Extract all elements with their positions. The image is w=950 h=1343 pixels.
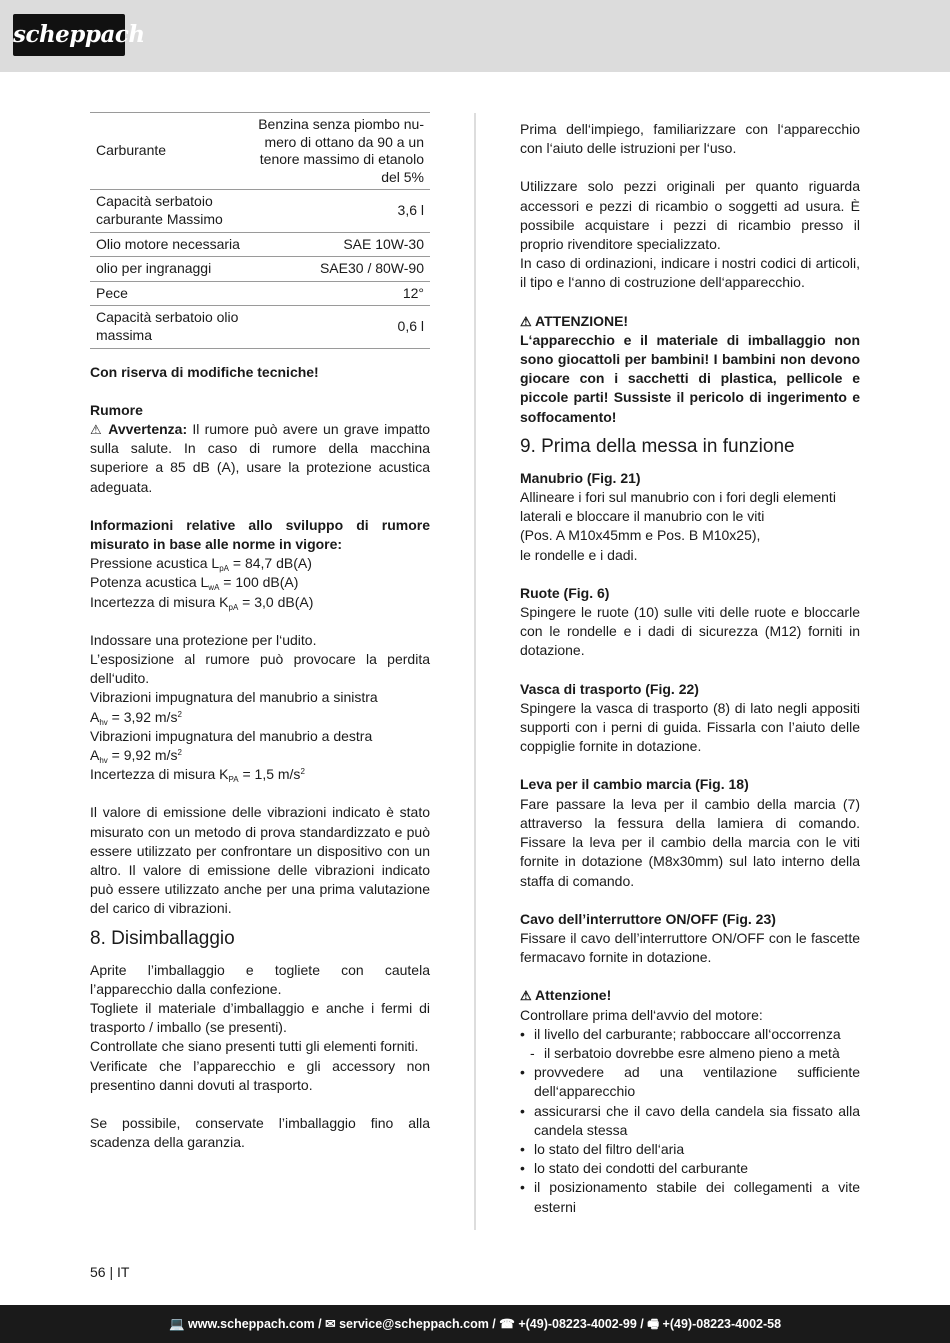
- checklist: [520, 1025, 860, 1217]
- section-8-heading: 8. Disimballaggio: [90, 927, 235, 949]
- list-item: • il livello del carburante; rabboccare all‘occorrenza: [520, 1025, 860, 1044]
- wheels-heading: Ruote (Fig. 6): [520, 584, 610, 601]
- spec-value: 12°: [248, 281, 430, 306]
- tray-text: Spingere la vasca di trasporto (8) di lato negli appositi supporti con i perni di guida. Fissarla con l’aiuto delle coppiglie fornite in dotazione.: [520, 699, 860, 755]
- sound-pressure: Pressione acustica $L_{pA} = 84,7$ dB(A): [90, 555, 312, 574]
- spec-label: Olio motore necessaria: [90, 232, 248, 257]
- list-item: • il posizionamento stabile dei collegamenti a vite esterni: [520, 1178, 860, 1216]
- list-item: • assicurarsi che il cavo della candela sia fissato alla candela stessa: [520, 1102, 860, 1140]
- handlebar-line: le rondelle e i dadi.: [520, 546, 638, 563]
- noise-info-heading: Informazioni relative allo sviluppo di rumore misurato in base alle norme in vigore:: [90, 516, 430, 552]
- vibration-right-label: Vibrazioni impugnatura del manubrio a destra: [90, 727, 373, 744]
- vibration-right-value: $A_{hv} = 9,92$ $m/s^2$: [90, 746, 182, 765]
- emission-paragraph: Il valore di emissione delle vibrazioni indicato è stato misurato con un metodo di prova standardizzato e può essere utilizzato per confrontare un dispositivo con un altro. Il valore di emissione delle vibrazioni indicato può essere utilizzato anche per una prima valutazione del carico di vibrazioni.: [90, 804, 430, 917]
- table-row: [90, 306, 430, 348]
- spec-label: Carburante: [90, 113, 248, 190]
- vibration-uncertainty: Incertezza di misura $K_{PA} = 1,5$ $m/s^2$: [90, 766, 305, 785]
- reserve-note: Con riserva di modifiche tecniche!: [90, 363, 319, 380]
- sound-power: Potenza acustica $L_{wA} = 100$ dB(A): [90, 574, 299, 593]
- list-item: • lo stato dei condotti del carburante: [520, 1159, 860, 1178]
- parts-paragraph: Utilizzare solo pezzi originali per quanto riguarda accessori e pezzi di ricambio o soggetti ad usura. È possibile acquistare i pezzi di ricambio presso il proprio rivenditore specializzato.: [520, 178, 860, 253]
- column-divider: [474, 113, 476, 1230]
- footer-web-link[interactable]: www.scheppach.com /: [188, 1317, 322, 1331]
- spec-value: 3,6 l: [248, 190, 430, 232]
- spec-table: [90, 112, 430, 349]
- attention-2-heading: ⚠ Attenzione!: [520, 987, 612, 1004]
- warning-icon: ⚠: [520, 988, 532, 1004]
- phone-icon: ☎: [499, 1317, 515, 1331]
- footer: [0, 1305, 950, 1343]
- wheels-text: Spingere le ruote (10) sulle viti delle ruote e bloccarle con le rondelle e i dadi di sicurezza (M12) forniti in dotazione.: [520, 604, 860, 659]
- vibration-left-label: Vibrazioni impugnatura del manubrio a sinistra: [90, 689, 378, 706]
- order-paragraph: In caso di ordinazioni, indicare i nostri codici di articoli, il tipo e l‘anno di costruzione dell‘apparecchio.: [520, 255, 860, 291]
- exposure-note: L’esposizione al rumore può provocare la perdita dell‘udito.: [90, 650, 430, 687]
- table-row: [90, 190, 430, 232]
- handlebar-line: Allineare i fori sul manubrio con i fori degli elementi: [520, 489, 836, 506]
- spec-value: SAE30 / 80W-90: [248, 257, 430, 282]
- header-band: [0, 0, 950, 72]
- table-row: [90, 281, 430, 306]
- table-row: [90, 113, 430, 190]
- checklist-intro: Controllare prima dell‘avvio del motore:: [520, 1006, 763, 1023]
- monitor-icon: 💻: [168, 1317, 185, 1331]
- footer-phone: +(49)-08223-4002-99 /: [518, 1317, 644, 1331]
- spec-label: olio per ingranaggi: [90, 257, 248, 282]
- footer-email-link[interactable]: service@scheppach.com /: [339, 1317, 496, 1331]
- table-row: [90, 232, 430, 257]
- noise-heading: Rumore: [90, 401, 143, 418]
- noise-warning: [90, 420, 430, 497]
- warning-icon: ⚠: [90, 421, 104, 437]
- ear-protection-note: Indossare una protezione per l‘udito.: [90, 631, 317, 648]
- attention-heading: ⚠ ATTENZIONE!: [520, 312, 629, 329]
- spec-label: Capacità serbatoio carburante Massimo: [90, 190, 248, 232]
- fax-icon: 🖷: [647, 1317, 660, 1331]
- left-column: [90, 112, 430, 1152]
- tray-heading: Vasca di trasporto (Fig. 22): [520, 680, 699, 697]
- handlebar-line: laterali e bloccare il manubrio con le viti: [520, 508, 765, 525]
- cable-heading: Cavo dell’interruttore ON/OFF (Fig. 23): [520, 910, 776, 927]
- spec-value: Benzina senza piombo nu-mero di ottano da 90 a un tenore massimo di etanolo del 5%: [248, 113, 430, 190]
- unpack-step: Se possibile, conservate l’imballaggio fino alla scadenza della garanzia.: [90, 1115, 430, 1151]
- intro-paragraph: Prima dell‘impiego, familiarizzare con l‘apparecchio con l‘aiuto delle istruzioni per l‘uso.: [520, 121, 860, 157]
- unpack-step: Aprite l’imballaggio e togliete con cautela l’apparecchio dalla confezione.: [90, 961, 430, 997]
- warning-icon: ⚠: [520, 313, 532, 329]
- unpack-step: Controllate che siano presenti tutti gli elementi forniti.: [90, 1038, 419, 1055]
- warning-label: Avvertenza:: [108, 420, 188, 437]
- attention-text: L‘apparecchio e il materiale di imballaggio non sono giocattoli per bambini! I bambini non devono giocare con i sacchetti di plastica, pellicole e piccole parti! Sussiste il pericolo di ingerimento e soffocamento!: [520, 331, 860, 425]
- section-9-heading: 9. Prima della messa in funzione: [520, 435, 795, 457]
- mail-icon: ✉: [325, 1317, 336, 1331]
- warning-text: Il rumore può avere un grave impatto sulla salute. In caso di rumore della macchina superiore a 85 dB (A), usare la protezione acustica adeguata.: [90, 420, 431, 495]
- sound-uncertainty: Incertezza di misura $K_{pA} = 3,0$ dB(A): [90, 593, 314, 612]
- gear-lever-text: Fare passare la leva per il cambio della marcia (7) attraverso la fessura della lamiera di comando. Fissare la leva per il cambio della marcia con le viti fornite in dotazione (M8x30mm) sul lato interno della staffa di comando.: [520, 795, 860, 889]
- list-item: • provvedere ad una ventilazione sufficiente dell‘apparecchio: [520, 1063, 860, 1101]
- vibration-left-value: $A_{hv} = 3,92$ $m/s^2$: [90, 708, 182, 727]
- handlebar-line: (Pos. A M10x45mm e Pos. B M10x25),: [520, 527, 761, 544]
- list-item: • lo stato del filtro dell‘aria: [520, 1140, 860, 1159]
- spec-label: Pece: [90, 281, 248, 306]
- scheppach-logo: scheppach: [13, 14, 125, 56]
- handlebar-heading: Manubrio (Fig. 21): [520, 469, 641, 486]
- spec-value: SAE 10W-30: [248, 232, 430, 257]
- footer-fax: +(49)-08223-4002-58: [662, 1317, 782, 1331]
- spec-label: Capacità serbatoio olio massima: [90, 306, 248, 348]
- page-number: 56 | IT: [90, 1264, 130, 1280]
- unpack-step: Togliete il materiale d’imballaggio e anche i fermi di trasporto / imballo (se presenti).: [90, 1000, 430, 1036]
- unpack-step: Verificate che l’apparecchio e gli accessory non presentino danni dovuti al trasporto.: [90, 1057, 430, 1093]
- cable-text: Fissare il cavo dell’interruttore ON/OFF con le fascette fermacavo fornite in dotazione.: [520, 929, 860, 966]
- right-column: [520, 120, 860, 1217]
- table-row: [90, 257, 430, 282]
- spec-value: 0,6 l: [248, 306, 430, 348]
- gear-lever-heading: Leva per il cambio marcia (Fig. 18): [520, 776, 749, 793]
- list-item: - il serbatoio dovrebbe esre almeno pieno a metà: [520, 1044, 860, 1063]
